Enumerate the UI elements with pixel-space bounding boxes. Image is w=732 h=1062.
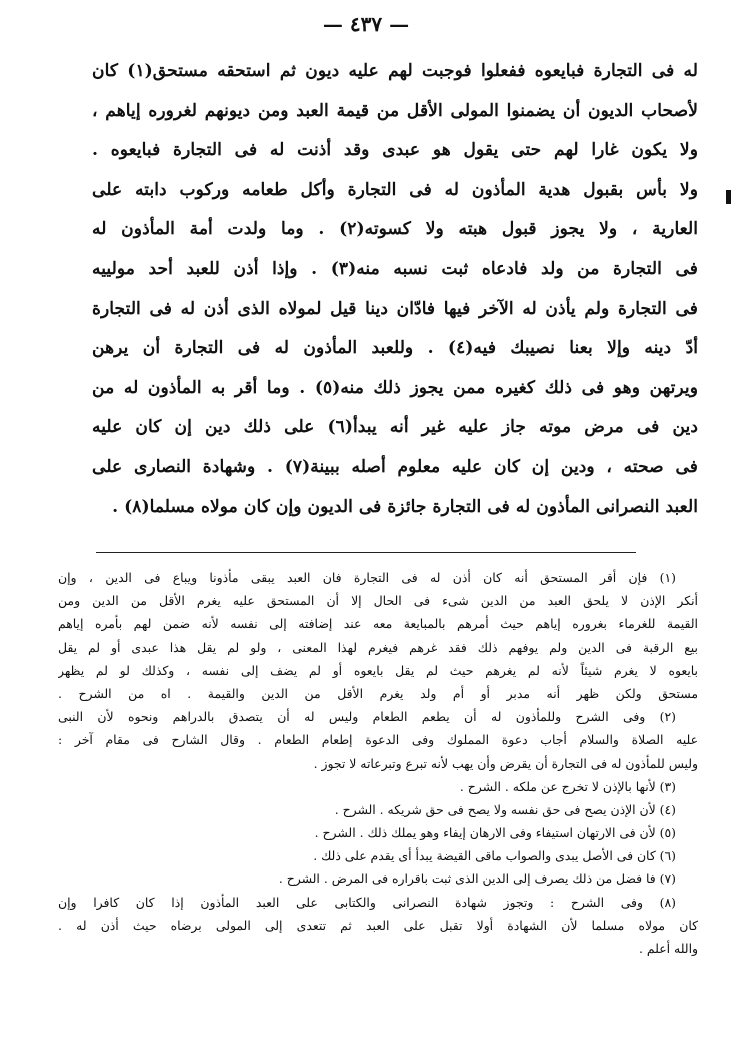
- footnote-divider: [96, 552, 636, 553]
- footnote-line: وليس للمأذون له فى التجارة أن يقرض وأن يهب لأنه تبرع وتبرعاته لا تجوز .: [313, 755, 698, 771]
- footnote-line: (٦) كان فى الأصل يبدى والصواب ماقى القيضة يبدأ أى يقدم على ذلك .: [313, 848, 676, 864]
- footnotes: [58, 566, 698, 960]
- main-line: له فى التجارة فبايعوه ففعلوا فوجبت لهم عليه ديون ثم استحقه مستحق(١) كان: [92, 61, 698, 81]
- footnote-line: والله أعلم .: [639, 941, 698, 956]
- footnote-line: أنكر الإذن لا يلحق العبد من الدين شىء فى الحال إلا أن المستحق عليه يغرم الأقل من الدين ومن: [58, 593, 698, 609]
- main-line: أدّ دينه وإلا بعنا نصيبك فيه(٤) . وللعبد المأذون له فى التجارة أن يرهن: [92, 338, 698, 359]
- margin-mark: [726, 190, 731, 204]
- main-line: ولا يكون غارا لهم حتى يقول هو عبدى وقد أذنت له فى التجارة فبايعوه .: [92, 140, 698, 161]
- main-line: العبد النصرانى المأذون له فى التجارة جائزة فى الديون وإن كان مولاه مسلما(٨) .: [112, 496, 698, 517]
- main-text: [92, 52, 698, 527]
- main-line: لأصحاب الديون أن يضمنوا المولى الأقل من قيمة العبد ومن ديونهم لغروره إياهم ،: [92, 100, 698, 121]
- footnote-line: (٥) لأن فى الارتهان استيفاء وفى الارهان إيفاء وهو يملك ذلك . الشرح .: [314, 825, 676, 841]
- main-line: العارية ، ولا يجوز قبول هبته ولا كسوته(٢) . وما ولدت أمة المأذون له: [92, 219, 698, 240]
- footnote-line: (١) فإن أقر المستحق أنه كان أذن له فى التجارة فان العبد يبقى مأذونا ويباع فى الدين ، وإن: [58, 570, 676, 585]
- footnote-line: (٢) وفى الشرح وللمأذون له أن يطعم الطعام وليس له أن يتصدق بالدراهم ونحوه لأن النبى: [58, 709, 676, 725]
- footnote-line: كان مولاه مسلما لأن الشهادة أولا تقبل على العبد ثم تتعدى إلى المولى برضاه حيث أذن له .: [58, 917, 698, 933]
- main-line: فى التجارة ولم يأذن له الآخر فيها فادّان دينا قيل لمولاه الذى أذن له فى التجارة: [92, 298, 698, 319]
- footnote-line: بايعوه لا يغرم شيئاً لأنه لم يغرهم حيث لم يقل بايعوه أو لم يضف إلى نفسه ، وكذلك لو لم يظهر: [58, 662, 698, 678]
- main-line: فى التجارة من ولد فادعاه ثبت نسبه منه(٣) . وإذا أذن للعبد أحد مولييه: [92, 258, 698, 279]
- main-line: ويرتهن وهو فى ذلك كغيره ممن يجوز ذلك منه(٥) . وما أقر به المأذون له من: [92, 377, 698, 398]
- main-line: ولا بأس بقبول هدية المأذون له فى التجارة وأكل طعامه وركوب دابته على: [92, 179, 698, 200]
- main-line: دين فى مرض موته جاز عليه غير أنه يبدأ(٦) على ذلك دين إن كان عليه: [92, 417, 698, 438]
- footnote-line: القيمة للغرماء بغروره إياهم حيث أمرهم بالمبايعة معه عند إضافته إلى نفسه لأنه ضمن لهم بأمره إياهم: [58, 616, 698, 632]
- main-line: فى صحته ، ودين إن كان عليه معلوم أصله ببينة(٧) . وشهادة النصارى على: [92, 456, 698, 477]
- footnote-line: مستحق ولكن ظهر أنه مدبر أو أم ولد يغرم الأقل من الدين والقيمة . اه من الشرح .: [58, 685, 698, 701]
- footnote-line: (٨) وفى الشرح : وتجوز شهادة النصرانى والكتابى على العبد المأذون إذا كان كافرا وإن: [58, 894, 676, 910]
- footnote-line: بيع الرقبة فى الدين ولم يوفهم ذلك فقد غرهم فيغرم لهذا المعنى ، ولو لم يقل هذا عبدى أو لم يقل: [58, 639, 698, 655]
- page-number: — ٤٣٧ —: [322, 12, 410, 36]
- footnote-line: (٤) لأن الإذن يصح فى حق نفسه ولا يصح فى حق شريكه . الشرح .: [334, 801, 676, 817]
- footnote-line: (٣) لأنها بالإذن لا تخرج عن ملكه . الشرح .: [459, 778, 676, 794]
- footnote-line: عليه الصلاة والسلام أجاب دعوة المملوك وفى الدعوة إطعام الطعام . وقال الشارح فى مقام آخر :: [58, 732, 698, 748]
- footnote-line: (٧) فا فضل من ذلك يصرف إلى الدين الذى ثبت باقراره فى المرض . الشرح .: [278, 871, 676, 887]
